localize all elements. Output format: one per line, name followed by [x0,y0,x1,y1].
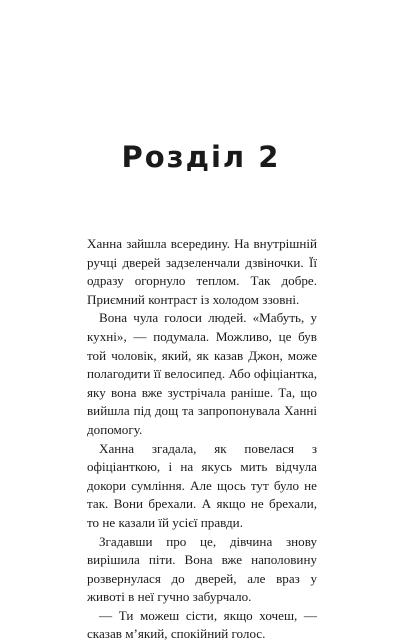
paragraph: Згадавши про це, дівчина знову вирішила піти. Вона вже наполовину розвернулася до дверей, але враз у животі в неї гучно забурчало. [87,533,317,605]
paragraph: Вона чула голоси людей. «Мабуть, у кухні», — подумала. Можливо, це був той чоловік, який, як казав Джон, може полагодити її велосипед. Або офіціантка, яку вона вже зустрічала раніше. Та, що вийшла під дощ та запропонувала Ханні допомогу. [87,310,317,437]
chapter-body [87,235,317,644]
paragraph: Ханна зайшла всередину. На внутрішній ручці дверей задзеленчали дзвіночки. Її одразу огорнуло теплом. Так добре. Приємний контраст із холодом ззовні. [87,236,317,307]
chapter-title: Розділ 2 [121,140,281,174]
paragraph: Ханна згадала, як повелася з офіціанткою, і на якусь мить відчула докори сумління. Але щось тут було не так. Вони брехали. А якщо не брехали, то не казали їй усієї правди. [87,440,317,530]
paragraph: — Ти можеш сісти, якщо хочеш, — сказав м’який, спокійний голос. [87,607,317,642]
